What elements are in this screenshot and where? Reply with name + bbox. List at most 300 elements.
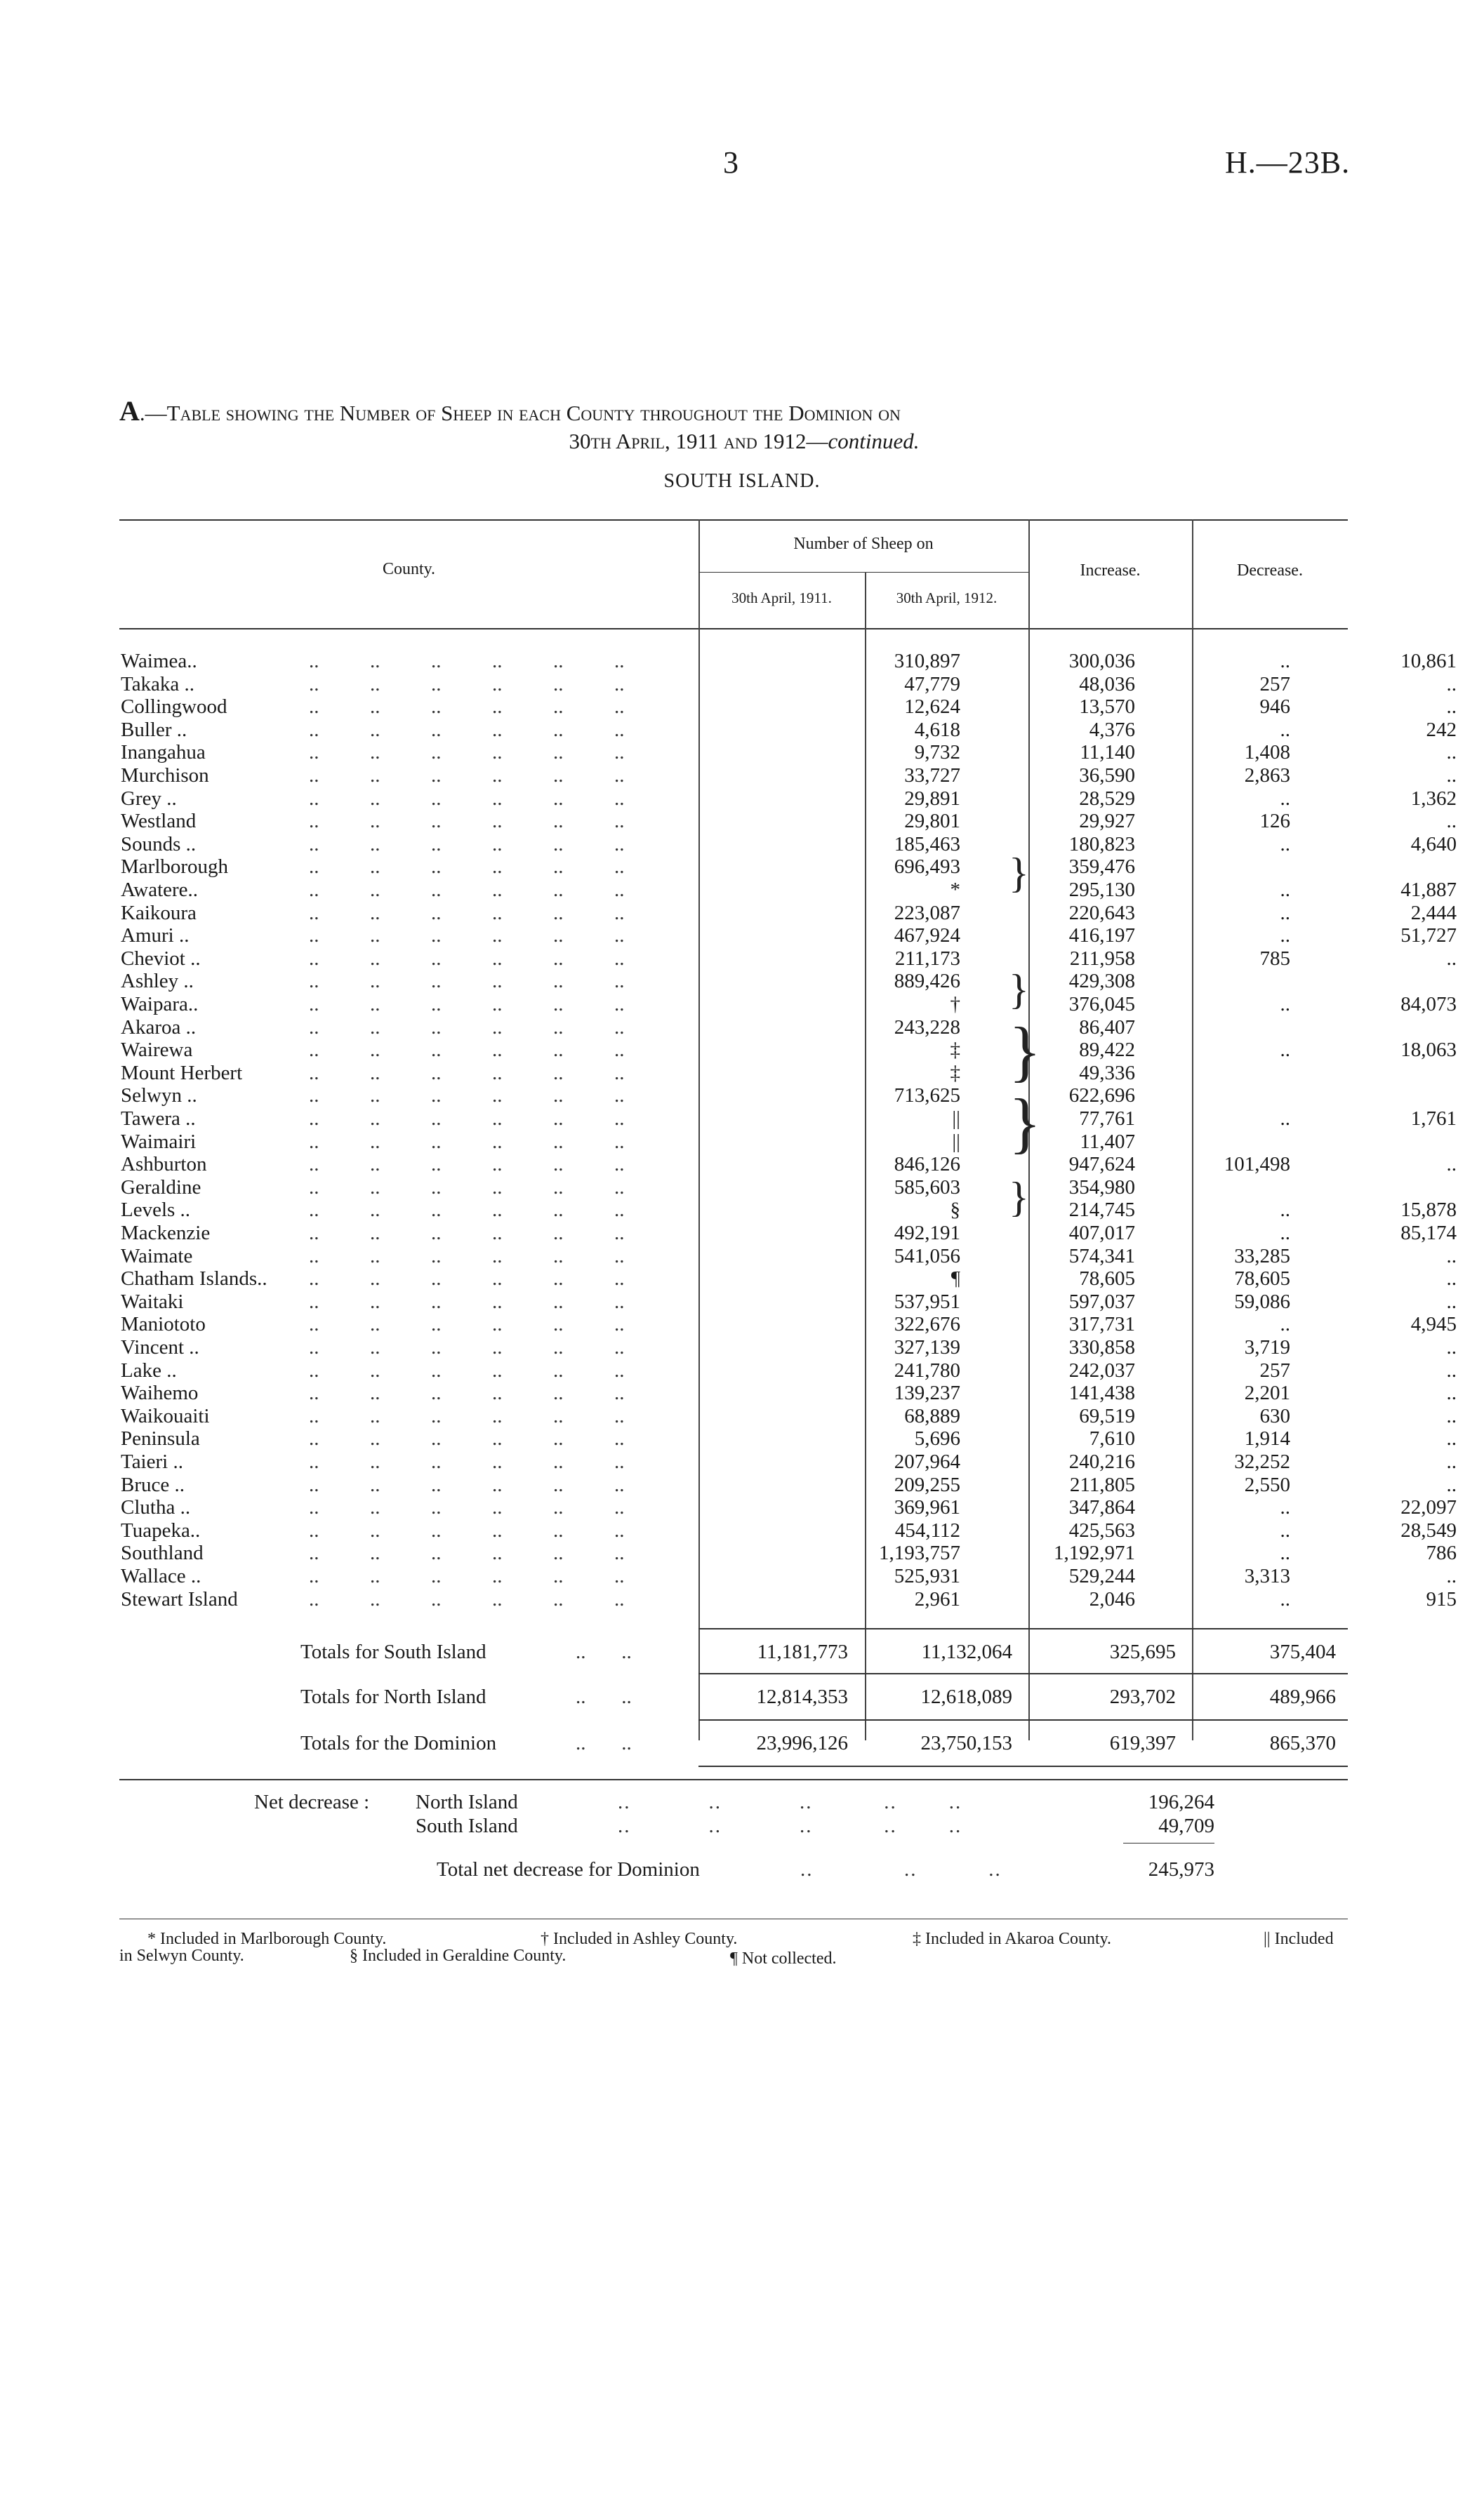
- value-1911: 68,889: [904, 1404, 960, 1427]
- table-row: [119, 832, 1457, 856]
- value-increase: 32,252: [1234, 1451, 1290, 1473]
- leader-dots: .. .. .. .. .. ..: [309, 1359, 625, 1382]
- value-decrease: 28,549: [1400, 1519, 1457, 1542]
- county-name: Mount Herbert: [121, 1061, 243, 1084]
- total-decrease: 375,404: [1269, 1641, 1336, 1663]
- value-decrease: 85,174: [1400, 1222, 1457, 1244]
- leader-dots: .. .. .. .. .. ..: [309, 1061, 625, 1084]
- value-decrease: ..: [1446, 810, 1457, 833]
- net-north-leader: .. .. .. .. ..: [618, 1791, 962, 1813]
- county-name: Waihemo: [121, 1382, 199, 1405]
- table-row: [119, 924, 1457, 947]
- leader-dots: .. .. .. .. .. ..: [309, 1153, 625, 1176]
- value-1912: 89,422: [1079, 1039, 1135, 1062]
- total-1912: 23,750,153: [920, 1732, 1012, 1754]
- value-1912: 354,980: [1068, 1175, 1135, 1199]
- table-row: [119, 1336, 1457, 1359]
- net-decrease-label: Net decrease :: [254, 1791, 370, 1813]
- footnote-ddagger: ‡ Included in Akaroa County.: [913, 1930, 1112, 1948]
- value-1912: 29,927: [1079, 810, 1135, 833]
- county-name: Lake ..: [121, 1359, 177, 1382]
- county-name: Mackenzie: [121, 1222, 211, 1244]
- value-1912: 295,130: [1068, 879, 1135, 901]
- value-increase: ..: [1280, 924, 1290, 947]
- value-1911: 5,696: [914, 1427, 960, 1451]
- value-decrease: ..: [1446, 741, 1457, 764]
- table-row: [119, 1062, 1348, 1085]
- value-1911: 211,173: [894, 947, 960, 970]
- value-increase: ..: [1280, 832, 1290, 855]
- value-decrease: ..: [1446, 1473, 1457, 1496]
- value-1912: 11,140: [1080, 741, 1135, 764]
- value-1911: 33,727: [904, 764, 960, 787]
- leader-dots: .. .. .. .. .. ..: [309, 1313, 625, 1336]
- value-1911: 846,126: [894, 1153, 960, 1176]
- totals-rule-4: [698, 1766, 1348, 1767]
- value-increase: ..: [1280, 993, 1290, 1015]
- header-number-of-sheep: Number of Sheep on: [793, 535, 934, 553]
- brace-marlborough: }: [1009, 850, 1029, 896]
- value-decrease: 51,727: [1400, 924, 1457, 947]
- footnote-star: * Included in Marlborough County.: [147, 1930, 387, 1948]
- value-1911: 185,463: [894, 832, 960, 855]
- value-1912: 425,563: [1068, 1519, 1135, 1542]
- total-leader: .. ..: [576, 1641, 632, 1663]
- value-increase: 946: [1259, 695, 1290, 719]
- table-row: [119, 1107, 1457, 1131]
- footnote-dagger: † Included in Ashley County.: [541, 1930, 738, 1948]
- table-row: [119, 672, 1457, 696]
- total-1912: 12,618,089: [920, 1686, 1012, 1708]
- value-1911: 47,779: [904, 672, 960, 695]
- table-row: [119, 1176, 1348, 1199]
- table-row: [119, 1519, 1457, 1542]
- leader-dots: .. .. .. .. .. ..: [309, 650, 625, 672]
- leader-dots: .. .. .. .. .. ..: [309, 1496, 625, 1519]
- net-south-value: 49,709: [1158, 1815, 1214, 1837]
- county-name: Waimea..: [121, 650, 197, 672]
- table-row: [119, 1496, 1457, 1519]
- leader-dots: .. .. .. .. .. ..: [309, 1130, 625, 1153]
- value-1911: 492,191: [894, 1222, 960, 1244]
- table-row: [119, 855, 1348, 879]
- total-label: Totals for South Island: [300, 1641, 486, 1663]
- table-bottom-rule: [119, 1779, 1348, 1780]
- value-increase: 2,550: [1244, 1473, 1290, 1496]
- leader-dots: .. .. .. .. .. ..: [309, 1084, 625, 1107]
- table-row: [119, 1131, 1348, 1154]
- value-decrease: 41,887: [1400, 879, 1457, 901]
- document-reference: H.—23B.: [1225, 145, 1351, 180]
- header-april-1912: 30th April, 1912.: [896, 589, 998, 606]
- leader-dots: .. .. .. .. .. ..: [309, 1222, 625, 1244]
- county-name: Akaroa ..: [121, 1015, 197, 1039]
- value-increase: 3,719: [1244, 1336, 1290, 1359]
- county-name: Buller ..: [121, 718, 187, 741]
- value-increase: 2,201: [1244, 1382, 1290, 1405]
- value-1912: 429,308: [1068, 970, 1135, 993]
- value-1911: 139,237: [894, 1382, 960, 1405]
- value-decrease: 4,640: [1410, 832, 1457, 855]
- value-increase: ..: [1280, 1496, 1290, 1519]
- county-name: Stewart Island: [121, 1587, 238, 1611]
- county-name: Wairewa: [121, 1039, 193, 1062]
- value-1912: 180,823: [1068, 832, 1135, 855]
- value-increase: 2,863: [1244, 764, 1290, 787]
- title-line-2: 30th April, 1911 and 1912—: [569, 429, 828, 453]
- title-line-1: .—Table showing the Number of Sheep in each County throughout the Dominion on: [139, 401, 901, 425]
- table-row: [119, 718, 1457, 742]
- leader-dots: .. .. .. .. .. ..: [309, 787, 625, 810]
- value-1911: *: [950, 879, 960, 901]
- value-1911: 541,056: [894, 1244, 960, 1267]
- value-increase: ..: [1280, 787, 1290, 810]
- value-decrease: 1,362: [1410, 787, 1457, 810]
- table-row: [119, 1473, 1457, 1497]
- leader-dots: .. .. .. .. .. ..: [309, 1451, 625, 1473]
- county-name: Grey ..: [121, 787, 177, 810]
- total-1911: 23,996,126: [756, 1732, 848, 1754]
- table-row: [119, 1565, 1457, 1588]
- value-1911: 327,139: [894, 1336, 960, 1359]
- leader-dots: .. .. .. .. .. ..: [309, 1290, 625, 1313]
- total-1911: 12,814,353: [756, 1686, 848, 1708]
- value-decrease: ..: [1446, 764, 1457, 787]
- table-title: [119, 397, 1369, 455]
- value-1912: 220,643: [1068, 901, 1135, 924]
- leader-dots: .. .. .. .. .. ..: [309, 695, 625, 719]
- value-1912: 211,805: [1069, 1473, 1135, 1496]
- table-row: [119, 741, 1457, 764]
- title-line-2-italic: continued.: [828, 429, 920, 453]
- value-decrease: ..: [1446, 1565, 1457, 1587]
- value-1911: 207,964: [894, 1451, 960, 1473]
- value-1912: 36,590: [1079, 764, 1135, 787]
- value-increase: ..: [1280, 901, 1290, 924]
- net-south-label: South Island: [416, 1815, 518, 1837]
- county-name: Awatere..: [121, 879, 199, 901]
- brace-akaroa: }: [1009, 1013, 1042, 1088]
- leader-dots: .. .. .. .. .. ..: [309, 810, 625, 833]
- leader-dots: .. .. .. .. .. ..: [309, 741, 625, 764]
- table-row: [119, 1244, 1457, 1268]
- value-increase: ..: [1280, 879, 1290, 901]
- value-increase: 101,498: [1224, 1153, 1290, 1176]
- net-total-label: Total net decrease for Dominion: [437, 1858, 700, 1881]
- county-name: Waimairi: [121, 1130, 197, 1153]
- value-1912: 947,624: [1068, 1153, 1135, 1176]
- table-row: [119, 1199, 1457, 1222]
- header-decrease: Decrease.: [1237, 561, 1303, 580]
- county-name: Marlborough: [121, 855, 229, 879]
- value-1911: 310,897: [894, 650, 960, 672]
- value-decrease: ..: [1446, 1359, 1457, 1382]
- value-decrease: ..: [1446, 1336, 1457, 1359]
- table-top-rule: [119, 519, 1348, 521]
- table-row: [119, 1359, 1457, 1382]
- table-row: [119, 993, 1457, 1016]
- value-1912: 529,244: [1068, 1565, 1135, 1587]
- value-decrease: 4,945: [1410, 1313, 1457, 1336]
- value-increase: 78,605: [1234, 1267, 1290, 1291]
- total-leader: .. ..: [576, 1732, 632, 1754]
- table-row: [119, 1267, 1457, 1291]
- total-1911: 11,181,773: [757, 1641, 848, 1663]
- table-row: [119, 1084, 1348, 1107]
- county-name: Waipara..: [121, 993, 199, 1015]
- value-decrease: ..: [1446, 1451, 1457, 1473]
- value-increase: ..: [1280, 1199, 1290, 1222]
- value-1911: 243,228: [894, 1015, 960, 1039]
- county-name: Waimate: [121, 1244, 193, 1267]
- header-increase: Increase.: [1080, 561, 1141, 580]
- table-row: [119, 901, 1457, 925]
- footnote-pipe-continued: in Selwyn County.: [119, 1947, 244, 1965]
- totals-rule-1: [698, 1628, 1348, 1629]
- value-1912: 317,731: [1068, 1313, 1135, 1336]
- total-increase: 325,695: [1109, 1641, 1176, 1663]
- section-subheading: SOUTH ISLAND.: [663, 470, 821, 492]
- value-decrease: ..: [1446, 672, 1457, 695]
- value-decrease: 15,878: [1400, 1199, 1457, 1222]
- value-decrease: ..: [1446, 1382, 1457, 1405]
- value-1912: 240,216: [1068, 1451, 1135, 1473]
- footnote-section: § Included in Geraldine County.: [350, 1947, 567, 1965]
- value-1911: 29,891: [904, 787, 960, 810]
- footnote-pilcrow: ¶ Not collected.: [730, 1949, 837, 1968]
- value-decrease: ..: [1446, 1427, 1457, 1451]
- value-1912: 4,376: [1089, 718, 1135, 741]
- value-1912: 28,529: [1079, 787, 1135, 810]
- value-decrease: 18,063: [1400, 1039, 1457, 1062]
- header-april-1911: 30th April, 1911.: [731, 589, 832, 606]
- footnote-pipe: || Included: [1264, 1930, 1334, 1948]
- total-decrease: 865,370: [1269, 1732, 1336, 1754]
- county-name: Vincent ..: [121, 1336, 199, 1359]
- leader-dots: .. .. .. .. .. ..: [309, 924, 625, 947]
- total-1912: 11,132,064: [921, 1641, 1012, 1663]
- value-1912: 48,036: [1079, 672, 1135, 695]
- county-name: Murchison: [121, 764, 209, 787]
- table-row: [119, 1404, 1457, 1428]
- leader-dots: .. .. .. .. .. ..: [309, 1473, 625, 1496]
- leader-dots: .. .. .. .. .. ..: [309, 1382, 625, 1405]
- county-name: Inangahua: [121, 741, 206, 764]
- leader-dots: .. .. .. .. .. ..: [309, 1244, 625, 1267]
- total-leader: .. ..: [576, 1686, 632, 1708]
- leader-dots: .. .. .. .. .. ..: [309, 1542, 625, 1565]
- leader-dots: .. .. .. .. .. ..: [309, 855, 625, 879]
- value-increase: 630: [1259, 1404, 1290, 1427]
- county-name: Tuapeka..: [121, 1519, 201, 1542]
- leader-dots: .. .. .. .. .. ..: [309, 993, 625, 1015]
- table-row: [119, 1587, 1457, 1611]
- value-1912: 597,037: [1068, 1290, 1135, 1313]
- county-name: Taieri ..: [121, 1451, 183, 1473]
- table-row: [119, 1039, 1457, 1062]
- value-1912: 141,438: [1068, 1382, 1135, 1405]
- value-1911: ‡: [950, 1039, 960, 1062]
- leader-dots: .. .. .. .. .. ..: [309, 1404, 625, 1427]
- value-1912: 7,610: [1089, 1427, 1135, 1451]
- value-decrease: ..: [1446, 695, 1457, 719]
- county-name: Bruce ..: [121, 1473, 185, 1496]
- county-name: Amuri ..: [121, 924, 190, 947]
- value-decrease: 1,761: [1410, 1107, 1457, 1130]
- value-1911: 525,931: [894, 1565, 960, 1587]
- value-1911: §: [950, 1199, 960, 1222]
- value-1912: 1,192,971: [1054, 1542, 1135, 1565]
- table-row: [119, 879, 1457, 902]
- net-sum-rule: [1123, 1843, 1214, 1844]
- brace-geraldine: }: [1009, 1174, 1029, 1220]
- value-1912: 78,605: [1079, 1267, 1135, 1291]
- value-1911: †: [950, 993, 960, 1015]
- county-name: Westland: [121, 810, 197, 833]
- county-name: Maniototo: [121, 1313, 206, 1336]
- value-1912: 622,696: [1068, 1084, 1135, 1107]
- value-1911: 322,676: [894, 1313, 960, 1336]
- value-1911: ‡: [950, 1061, 960, 1084]
- total-label: Totals for the Dominion: [300, 1732, 497, 1754]
- value-decrease: ..: [1446, 947, 1457, 970]
- county-name: Wallace ..: [121, 1565, 201, 1587]
- value-1911: 467,924: [894, 924, 960, 947]
- value-1912: 407,017: [1068, 1222, 1135, 1244]
- value-increase: 59,086: [1234, 1290, 1290, 1313]
- value-1911: 585,603: [894, 1175, 960, 1199]
- table-row: [119, 810, 1457, 833]
- leader-dots: .. .. .. .. .. ..: [309, 1175, 625, 1199]
- value-increase: 33,285: [1234, 1244, 1290, 1267]
- value-1911: 889,426: [894, 970, 960, 993]
- county-name: Takaka ..: [121, 672, 195, 695]
- leader-dots: .. .. .. .. .. ..: [309, 764, 625, 787]
- value-1912: 13,570: [1079, 695, 1135, 719]
- value-decrease: ..: [1446, 1153, 1457, 1176]
- table-row: [119, 787, 1457, 811]
- county-name: Tawera ..: [121, 1107, 196, 1130]
- net-total-value: 245,973: [1148, 1858, 1214, 1881]
- value-1911: ¶: [950, 1267, 960, 1291]
- value-1911: 369,961: [894, 1496, 960, 1519]
- county-name: Cheviot ..: [121, 947, 201, 970]
- value-1911: 1,193,757: [879, 1542, 960, 1565]
- table-row: [119, 1153, 1457, 1176]
- county-name: Geraldine: [121, 1175, 201, 1199]
- leader-dots: .. .. .. .. .. ..: [309, 1015, 625, 1039]
- value-1912: 574,341: [1068, 1244, 1135, 1267]
- table-row: [119, 1427, 1457, 1451]
- value-1911: ||: [952, 1130, 960, 1153]
- value-1912: 49,336: [1079, 1061, 1135, 1084]
- table-row: [119, 1451, 1457, 1474]
- value-1912: 300,036: [1068, 650, 1135, 672]
- header-bottom-rule: [119, 628, 1348, 629]
- value-1912: 416,197: [1068, 924, 1135, 947]
- county-name: Waitaki: [121, 1290, 184, 1313]
- totals-rule-2: [698, 1673, 1348, 1674]
- value-increase: 3,313: [1244, 1565, 1290, 1587]
- value-1911: 4,618: [914, 718, 960, 741]
- total-increase: 293,702: [1109, 1686, 1176, 1708]
- leader-dots: .. .. .. .. .. ..: [309, 1427, 625, 1451]
- leader-dots: .. .. .. .. .. ..: [309, 1107, 625, 1130]
- leader-dots: .. .. .. .. .. ..: [309, 879, 625, 901]
- value-increase: ..: [1280, 718, 1290, 741]
- value-decrease: ..: [1446, 1267, 1457, 1291]
- leader-dots: .. .. .. .. .. ..: [309, 970, 625, 993]
- county-name: Sounds ..: [121, 832, 197, 855]
- county-name: Clutha ..: [121, 1496, 191, 1519]
- value-1912: 69,519: [1079, 1404, 1135, 1427]
- value-1911: 241,780: [894, 1359, 960, 1382]
- value-decrease: 786: [1426, 1542, 1457, 1565]
- value-decrease: 22,097: [1400, 1496, 1457, 1519]
- page-number: 3: [723, 145, 738, 180]
- value-increase: ..: [1280, 1519, 1290, 1542]
- value-1911: 696,493: [894, 855, 960, 879]
- table-row: [119, 764, 1457, 787]
- table-row: [119, 650, 1457, 673]
- table-row: [119, 1290, 1457, 1314]
- leader-dots: .. .. .. .. .. ..: [309, 718, 625, 741]
- table-row: [119, 1382, 1457, 1405]
- leader-dots: .. .. .. .. .. ..: [309, 1336, 625, 1359]
- leader-dots: .. .. .. .. .. ..: [309, 1565, 625, 1587]
- value-1911: 713,625: [894, 1084, 960, 1107]
- value-1912: 359,476: [1068, 855, 1135, 879]
- value-decrease: ..: [1446, 1404, 1457, 1427]
- leader-dots: .. .. .. .. .. ..: [309, 672, 625, 695]
- value-increase: ..: [1280, 1107, 1290, 1130]
- value-increase: 1,914: [1244, 1427, 1290, 1451]
- value-increase: ..: [1280, 1313, 1290, 1336]
- header-county: County.: [382, 560, 436, 578]
- title-letter: A: [119, 395, 140, 427]
- value-1912: 211,958: [1069, 947, 1135, 970]
- brace-ashley: }: [1009, 966, 1029, 1013]
- value-decrease: 84,073: [1400, 993, 1457, 1015]
- value-1912: 11,407: [1080, 1130, 1135, 1153]
- value-1911: ||: [952, 1107, 960, 1130]
- leader-dots: .. .. .. .. .. ..: [309, 947, 625, 970]
- value-increase: ..: [1280, 650, 1290, 672]
- net-north-value: 196,264: [1148, 1791, 1214, 1813]
- net-north-label: North Island: [416, 1791, 518, 1813]
- leader-dots: .. .. .. .. .. ..: [309, 832, 625, 855]
- value-1912: 86,407: [1079, 1015, 1135, 1039]
- county-name: Kaikoura: [121, 901, 197, 924]
- county-name: Levels ..: [121, 1199, 191, 1222]
- value-increase: ..: [1280, 1587, 1290, 1611]
- value-increase: 257: [1259, 1359, 1290, 1382]
- leader-dots: .. .. .. .. .. ..: [309, 1519, 625, 1542]
- value-decrease: 10,861: [1400, 650, 1457, 672]
- table-row: [119, 970, 1348, 993]
- county-name: Selwyn ..: [121, 1084, 197, 1107]
- value-1912: 347,864: [1068, 1496, 1135, 1519]
- totals-rule-3: [698, 1719, 1348, 1721]
- value-increase: 1,408: [1244, 741, 1290, 764]
- value-increase: ..: [1280, 1222, 1290, 1244]
- table-row: [119, 695, 1457, 719]
- county-name: Ashburton: [121, 1153, 207, 1176]
- value-1911: 12,624: [904, 695, 960, 719]
- county-name: Chatham Islands..: [121, 1267, 267, 1291]
- value-1912: 242,037: [1068, 1359, 1135, 1382]
- value-1911: 209,255: [894, 1473, 960, 1496]
